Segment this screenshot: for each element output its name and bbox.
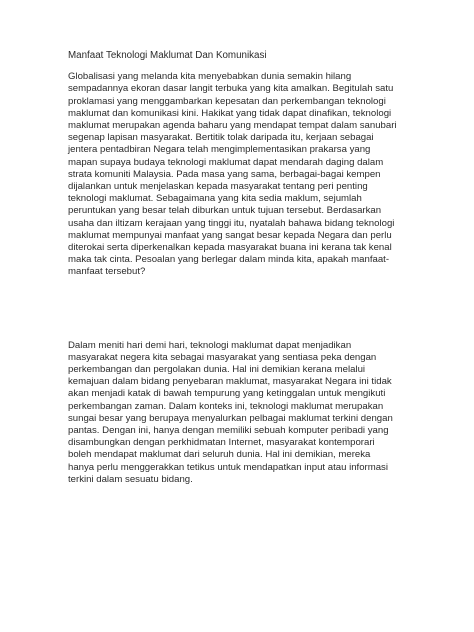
paragraph-line: hanya perlu menggerakkan tetikus untuk mendapatkan input atau informasi	[68, 461, 388, 473]
paragraph-line: sungai besar yang berupaya menyalurkan pelbagai maklumat terkini dengan	[68, 412, 393, 424]
paragraph-line: proklamasi yang menggambarkan kepesatan dan perkembangan teknologi	[68, 95, 386, 107]
paragraph-line: Dalam meniti hari demi hari, teknologi maklumat dapat menjadikan	[68, 339, 352, 351]
document-body	[68, 50, 460, 486]
paragraph-line: sempadannya ekoran dasar langit terbuka yang kita amalkan. Begitulah satu	[68, 83, 394, 95]
paragraph-line: terkini dalam sesuatu bidang.	[68, 473, 193, 485]
paragraph-line: peruntukan yang besar telah diburkan untuk tujuan tersebut. Berdasarkan	[68, 205, 382, 217]
paragraph-line: maka tak cinta. Pesoalan yang berlegar dalam minda kita, apakah manfaat-	[68, 254, 390, 266]
paragraph-line: usaha dan iltizam kerajaan yang tinggi itu, nyatalah bahawa bidang teknologi	[68, 217, 395, 229]
paragraph-line: disambungkan dengan perkhidmatan Internet, masyarakat kontemporari	[68, 437, 375, 449]
paragraph-1	[68, 71, 460, 278]
paragraph-line: kemajuan dalam bidang penyebaran maklumat, masyarakat Negara ini tidak	[68, 376, 392, 388]
paragraph-2	[68, 340, 460, 486]
document-title: Manfaat Teknologi Maklumat Dan Komunikasi	[68, 50, 267, 61]
paragraph-line: diterokai serta diperkenalkan kepada masyarakat buana ini kerana tak kenal	[68, 242, 392, 254]
paragraph-line: pantas. Dengan ini, hanya dengan memiliki sebuah komputer peribadi yang	[68, 425, 389, 437]
paragraph-line: teknologi maklumat. Sebagaimana yang kita sedia maklum, sejumlah	[68, 193, 362, 205]
paragraph-line: segenap lapisan masyarakat. Bertitik tolak daripada itu, kerjaan sebagai	[68, 132, 374, 144]
paragraph-line: maklumat mempunyai manfaat yang sangat besar kepada Negara dan perlu	[68, 229, 392, 241]
paragraph-line: strata komuniti Malaysia. Pada masa yang sama, berbagai-bagai kempen	[68, 168, 381, 180]
paragraph-line: perkembangan dan pergolakan dunia. Hal ini demikian kerana melalui	[68, 364, 366, 376]
paragraph-line: manfaat tersebut?	[68, 266, 146, 278]
paragraph-line: maklumat merupakan agenda baharu yang mendapat tempat dalam sanubari	[68, 120, 397, 132]
paragraph-line: akan menjadi katak di bawah tempurung yang ketinggalan untuk mengikuti	[68, 388, 386, 400]
paragraph-line: boleh mendapat maklumat dari seluruh dunia. Hal ini demikian, mereka	[68, 449, 371, 461]
paragraph-line: maklumat dan komunikasi kini. Hakikat yang tidak dapat dinafikan, teknologi	[68, 107, 392, 119]
paragraph-line: Globalisasi yang melanda kita menyebabkan dunia semakin hilang	[68, 71, 352, 83]
paragraph-line: masyarakat negera kita sebagai masyarakat yang sentiasa peka dengan	[68, 351, 377, 363]
paragraph-line: dijalankan untuk menjelaskan kepada masyarakat tentang peri penting	[68, 181, 368, 193]
paragraph-line: mapan supaya budaya teknologi maklumat dapat mendarah daging dalam	[68, 156, 384, 168]
paragraph-line: perkembangan zaman. Dalam konteks ini, teknologi maklumat merupakan	[68, 400, 384, 412]
paragraph-line: jentera pentadbiran Negara telah mengimplementasikan prakarsa yang	[68, 144, 371, 156]
